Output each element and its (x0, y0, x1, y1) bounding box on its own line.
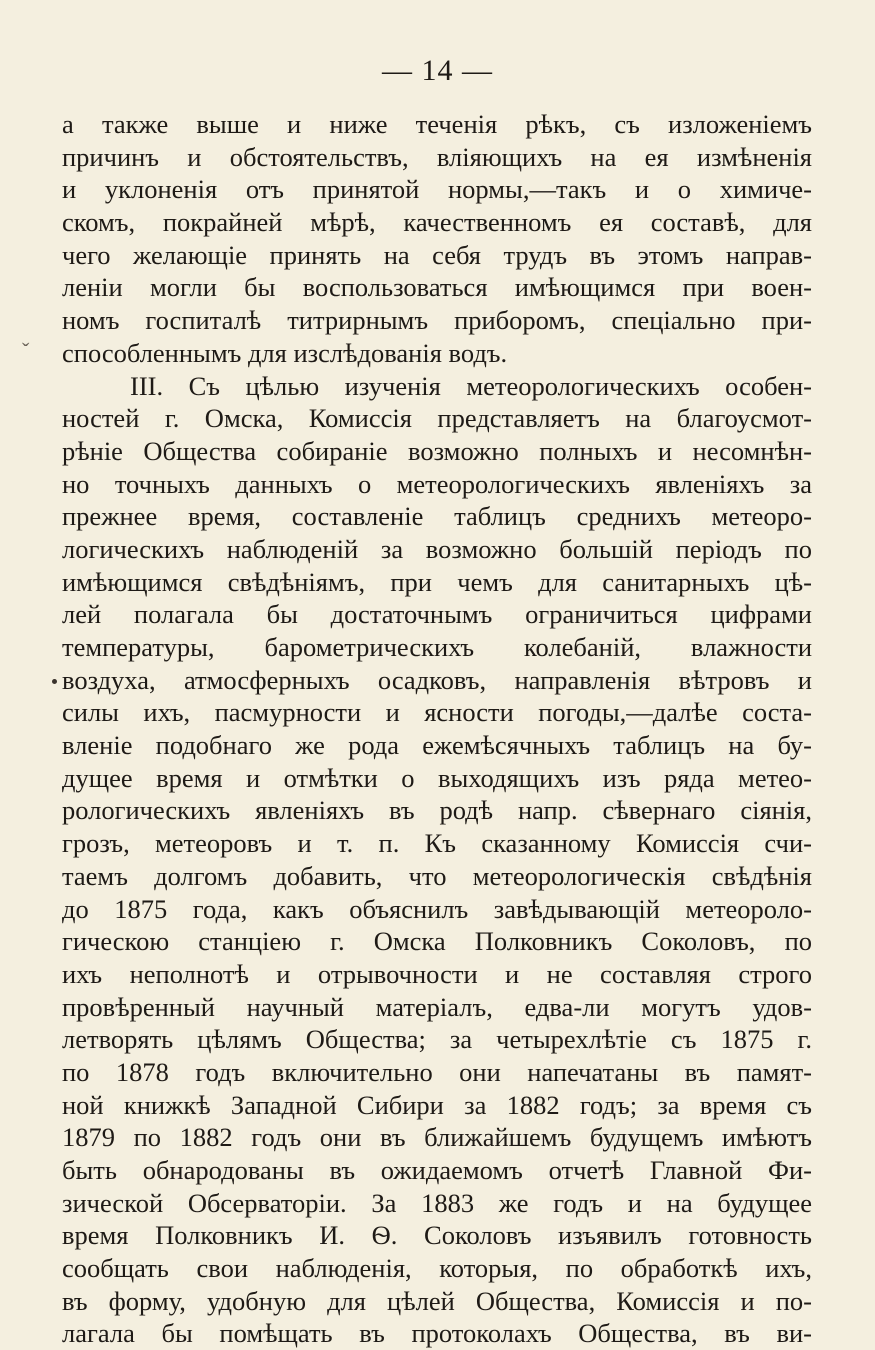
text-line: дущее время и отмѣтки о выходящихъ изъ ряда метео- (62, 762, 812, 793)
text-line: силы ихъ, пасмурности и ясности погоды,—далѣе соста- (62, 697, 812, 728)
text-line: воздуха, атмосферныхъ осадковъ, направленія вѣтровъ и (62, 664, 812, 695)
text-line: провѣренный научный матеріалъ, едва-ли могутъ удов- (62, 991, 812, 1022)
text-line: способленнымъ для изслѣдованія водъ. (62, 337, 508, 368)
text-line: по 1878 годъ включительно они напечатаны въ памят- (62, 1056, 812, 1087)
text-line: зической Обсерваторіи. За 1883 же годъ и на будущее (62, 1187, 812, 1218)
text-line: лагала бы помѣщать въ протоколахъ Общества, въ ви- (62, 1318, 812, 1349)
text-line: въ форму, удобную для цѣлей Общества, Комиссія и по- (62, 1285, 812, 1316)
text-line: летворять цѣлямъ Общества; за четырехлѣтіе съ 1875 г. (62, 1024, 812, 1055)
text-line: сообщать свои наблюденія, которыя, по обработкѣ ихъ, (62, 1253, 812, 1284)
margin-mark: ˇ (22, 338, 30, 363)
text-line: до 1875 года, какъ объяснилъ завѣдывающій метеороло- (62, 893, 812, 924)
text-line: быть обнародованы въ ожидаемомъ отчетѣ Главной Фи- (62, 1155, 812, 1185)
text-line: а также выше и ниже теченія рѣкъ, съ изложеніемъ (62, 109, 812, 139)
body-text (62, 108, 812, 1350)
text-line: ностей г. Омска, Комиссія представляетъ на благоусмот- (62, 403, 812, 434)
text-line: чего желающіе принять на себя трудъ въ этомъ направ- (62, 239, 812, 270)
text-line: прежнее время, составленіе таблицъ среднихъ метеоро- (62, 501, 812, 532)
text-line: но точныхъ данныхъ о метеорологическихъ явленіяхъ за (62, 468, 812, 499)
paragraph (62, 108, 812, 370)
text-line: имѣющимся свѣдѣніямъ, при чемъ для санитарныхъ цѣ- (62, 566, 812, 597)
margin-dot (52, 679, 57, 684)
text-line: и уклоненія отъ принятой нормы,—такъ и о химиче- (62, 174, 812, 205)
text-line: номъ госпиталѣ титрирнымъ приборомъ, спеціально при- (62, 305, 812, 336)
text-line: леніи могли бы воспользоваться имѣющимся при воен- (62, 272, 812, 303)
text-line: вленіе подобнаго же рода ежемѣсячныхъ таблицъ на бу- (62, 730, 812, 761)
text-line: температуры, барометрическихъ колебаній, влажности (62, 632, 812, 662)
text-line: рологическихъ явленіяхъ въ родѣ напр. сѣвернаго сіянія, (62, 795, 812, 826)
text-line: грозъ, метеоровъ и т. п. Къ сказанному Комиссія счи- (62, 828, 812, 859)
text-line: 1879 по 1882 годъ они въ ближайшемъ будущемъ имѣютъ (62, 1122, 812, 1153)
text-line: логическихъ наблюденій за возможно большій періодъ по (62, 533, 812, 564)
text-line: таемъ долгомъ добавить, что метеорологическія свѣдѣнія (62, 860, 812, 891)
text-line: причинъ и обстоятельствъ, вліяющихъ на ея измѣненія (62, 141, 812, 172)
text-line: ихъ неполнотѣ и отрывочности и не составляя строго (62, 958, 812, 989)
text-line: рѣніе Общества собираніе возможно полныхъ и несомнѣн- (62, 435, 812, 466)
text-line: время Полковникъ И. Ѳ. Соколовъ изъявилъ готовность (62, 1220, 812, 1251)
text-line: III. Съ цѣлью изученія метеорологическихъ особен- (130, 370, 812, 401)
text-line: ной книжкѣ Западной Сибири за 1882 годъ; за время съ (62, 1089, 812, 1120)
text-line: гическою станціею г. Омска Полковникъ Соколовъ, по (62, 926, 812, 957)
text-line: скомъ, покрайней мѣрѣ, качественномъ ея составѣ, для (62, 207, 812, 238)
page-number: — 14 — (382, 54, 493, 87)
text-line: лей полагала бы достаточнымъ ограничиться цифрами (62, 599, 812, 630)
paragraph (62, 370, 812, 1350)
